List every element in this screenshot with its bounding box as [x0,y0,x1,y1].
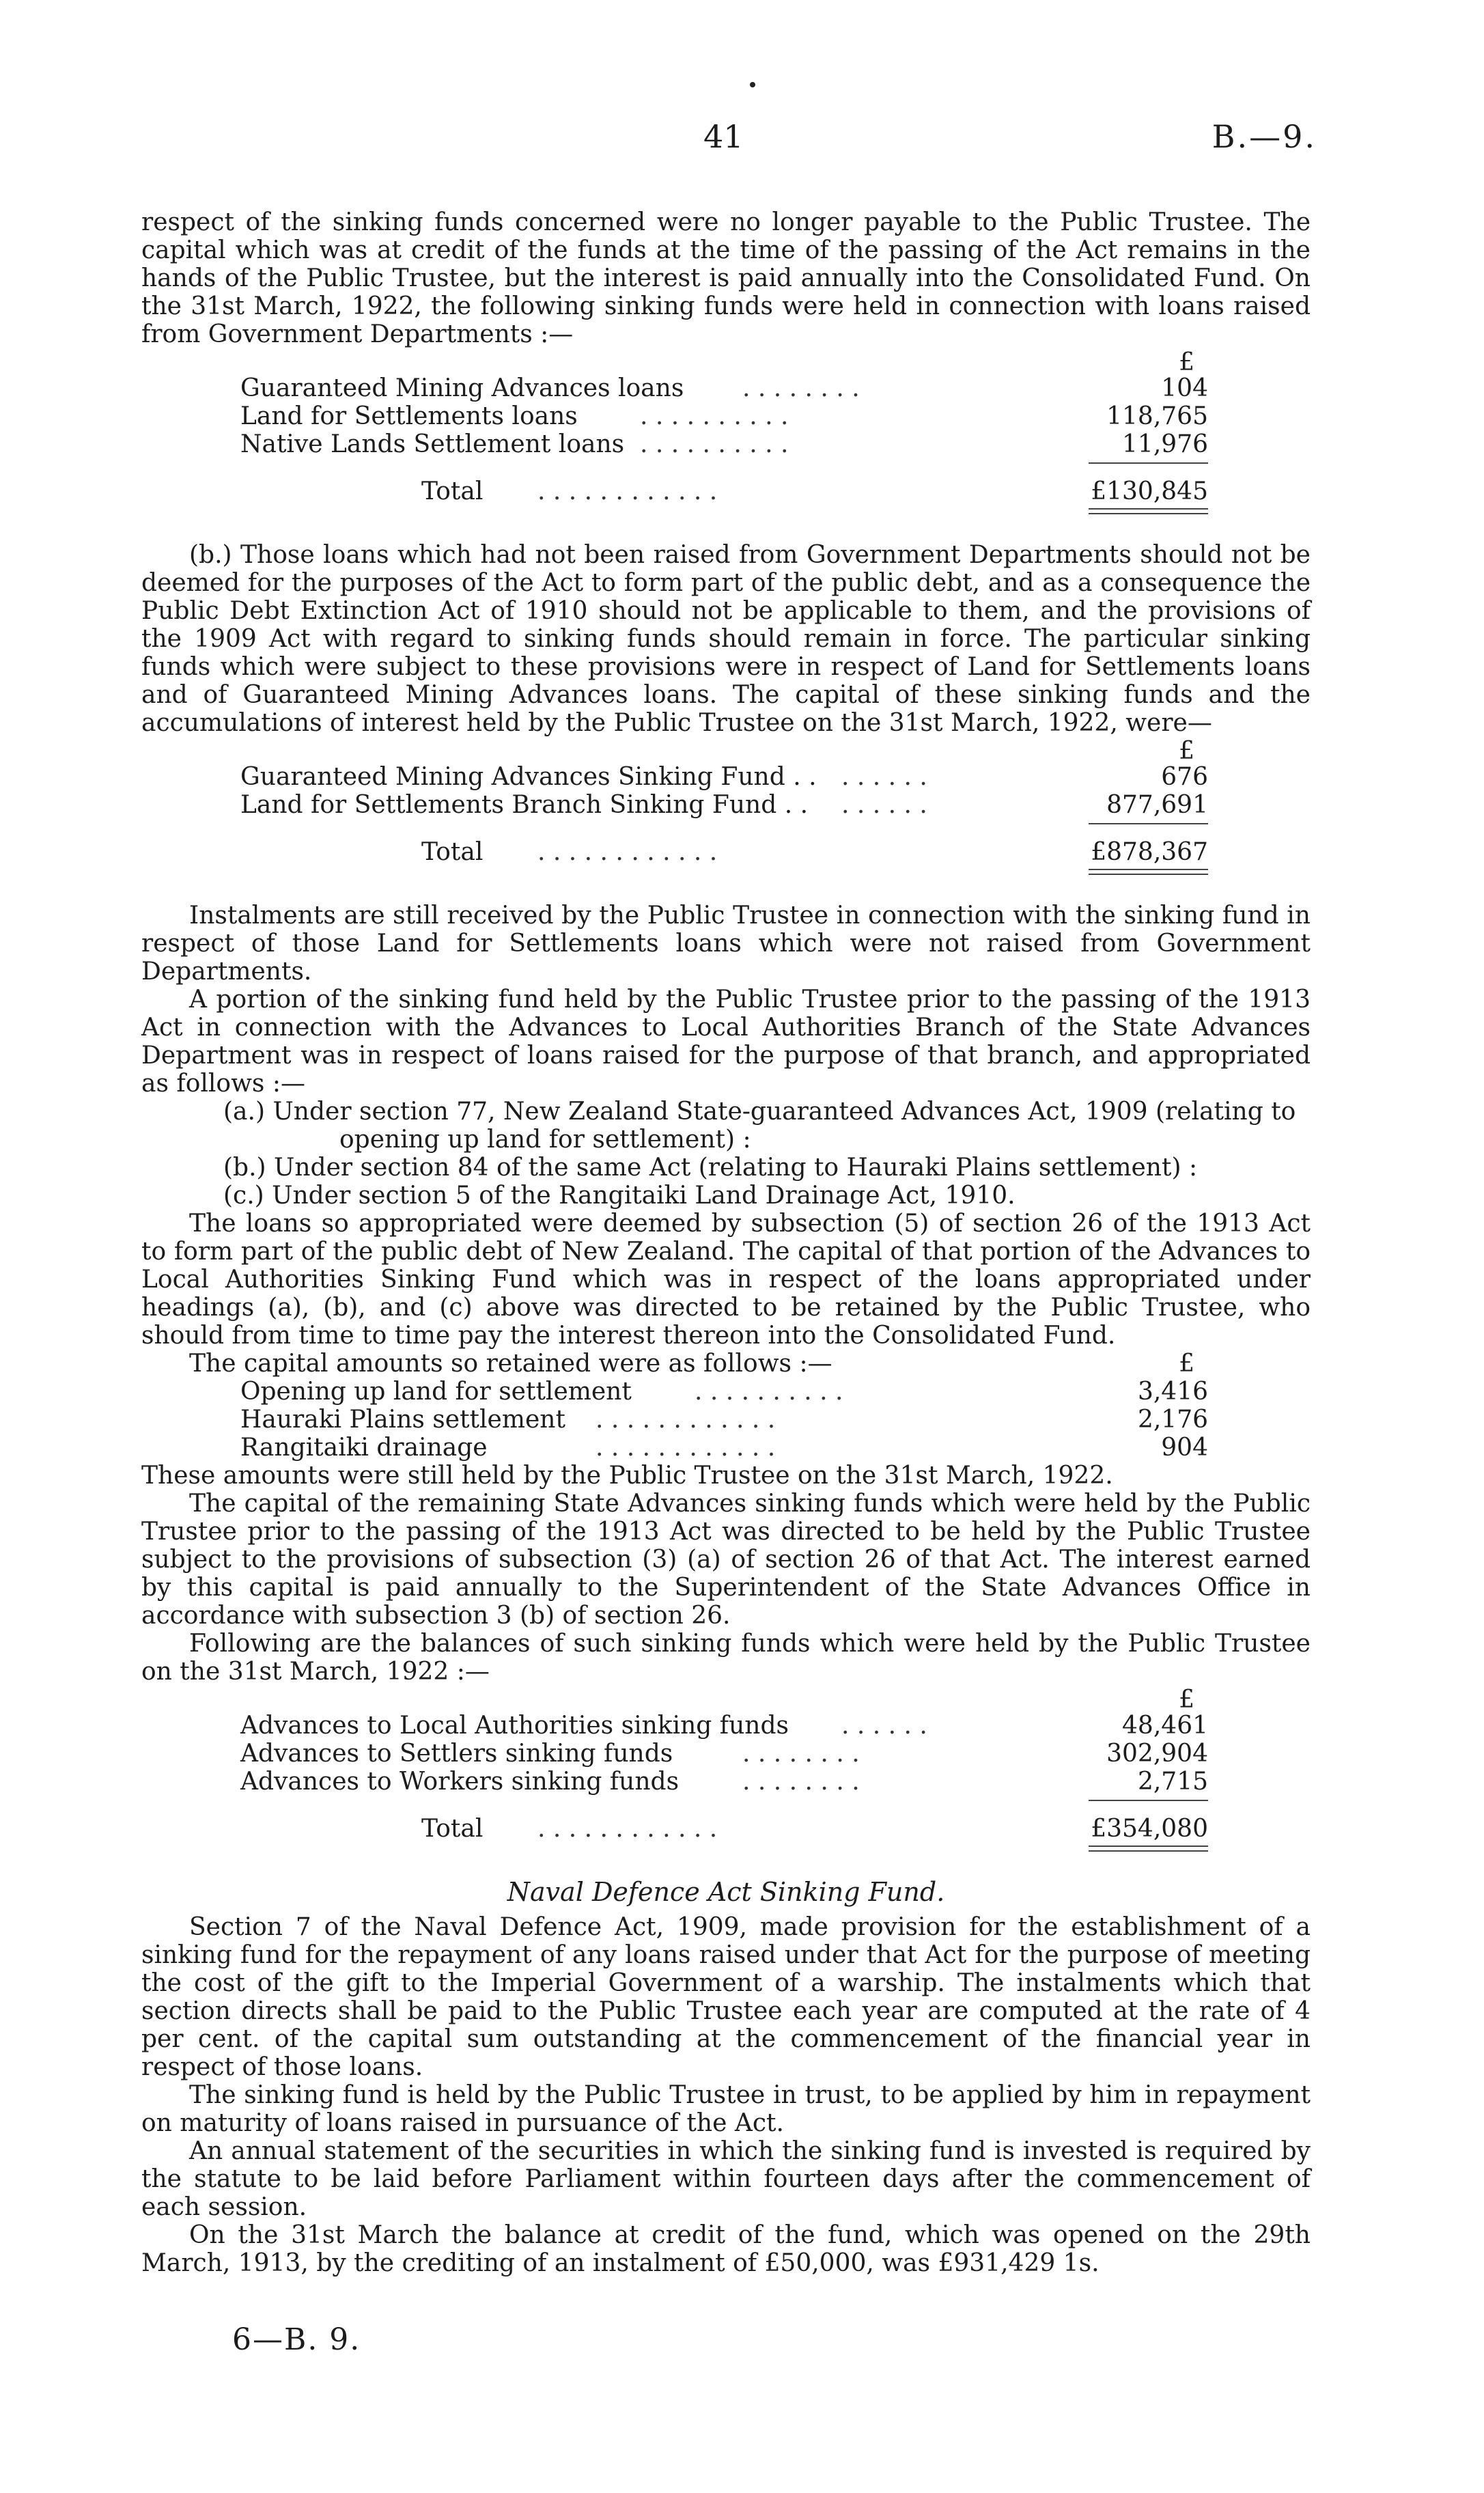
row-amount: 118,765 [1106,402,1208,430]
total-amount: £878,367 [1091,838,1208,866]
currency-header: £ [1179,737,1194,765]
leader-dots: . . . . . . . . . . [640,402,789,430]
leader-dots: . . . . . . . . . . . . [537,477,718,505]
leader-dots: . . . . . . . . [742,1740,860,1768]
row-amount: 11,976 [1122,430,1208,458]
table-row [141,763,1311,791]
appropriation-list [141,1098,1311,1210]
table-row [141,1768,1311,1796]
row-amount: 3,416 [1137,1378,1208,1406]
leader-dots: . . . . . . . . . . [640,430,789,458]
row-label: Hauraki Plains settlement [240,1406,565,1434]
subtotal-rule [1089,462,1208,464]
total-row [141,1815,1311,1843]
row-amount: 48,461 [1122,1712,1208,1740]
leader-dots: . . . . . . . . [742,374,860,402]
paragraph-10: Section 7 of the Naval Defence Act, 1909, made provision for the establishment of a sinking fund for the repayment of any loans raised under that Act for the purpose of meeting the cost of the gift to the Imperial Government of a warship. The instalments which that section directs shall be paid to the Public Trustee each year are computed at the rate of 4 per cent. of the capital sum outstanding at the commencement of the financial year in respect of those loans. [141,1913,1311,2081]
paragraph-4: A portion of the sinking fund held by the Public Trustee prior to the passing of the 1913 Act in connection with the Advances to Local Authorities Branch of the State Advances Department was in respect of loans raised for the purpose of that branch, and appropriated as follows :— [141,986,1311,1098]
table-row [141,1740,1311,1768]
table-row [141,791,1311,819]
paragraph-12: An annual statement of the securities in which the sinking fund is invested is required by the statute to be laid before Parliament within fourteen days after the commencement of each session. [141,2137,1311,2221]
table-row [141,1378,1311,1406]
table-state-advances [141,1686,1311,1858]
leader-dots: . . . . . . [841,791,927,819]
paragraph-6: The capital amounts so retained were as follows :— [189,1350,832,1378]
row-label: Opening up land for settlement [240,1378,632,1406]
leader-dots: . . . . . . . . . . . . [596,1434,776,1462]
currency-header: £ [1179,348,1194,376]
paragraph-9: Following are the balances of such sinking funds which were held by the Public Trustee on the 31st March, 1922 :— [141,1630,1311,1686]
table-row [141,1406,1311,1434]
list-item: (c.) Under section 5 of the Rangitaiki Land Drainage Act, 1910. [223,1182,1016,1210]
paragraph-3: Instalments are still received by the Public Trustee in connection with the sinking fund in respect of those Land for Settlements loans which were not raised from Government Departments. [141,902,1311,986]
leader-dots: . . . . . . . . . . . . [537,1815,718,1843]
row-label: Guaranteed Mining Advances Sinking Fund . . [240,763,817,791]
document-reference: B.—9. [1212,118,1317,155]
row-label: Advances to Workers sinking funds [240,1768,680,1796]
total-amount: £354,080 [1091,1815,1208,1843]
row-amount: 904 [1161,1434,1208,1462]
row-label: Advances to Settlers sinking funds [240,1740,673,1768]
total-row [141,838,1311,866]
paragraph-8: The capital of the remaining State Advances sinking funds which were held by the Public Trustee prior to the passing of the 1913 Act was directed to be held by the Public Trustee subject to the provisions of subsection (3) (a) of section 26 of that Act. The interest earned by this capital is paid annually to the Superintendent of the State Advances Office in accordance with subsection 3 (b) of section 26. [141,1490,1311,1630]
currency-header: £ [1179,1350,1194,1378]
total-label: Total [421,1815,484,1843]
leader-dots: . . . . . . . . . . . . [596,1406,776,1434]
total-amount: £130,845 [1091,477,1208,505]
print-mark [750,82,755,87]
table-row [141,402,1311,430]
paragraph-11: The sinking fund is held by the Public Trustee in trust, to be applied by him in repayment on maturity of loans raised in pursuance of the Act. [141,2081,1311,2137]
list-item: (a.) Under section 77, New Zealand State-guaranteed Advances Act, 1909 (relating to [223,1098,1296,1126]
leader-dots: . . . . . . . . . . . . [537,838,718,866]
page-header [0,118,1484,164]
paragraph-5: The loans so appropriated were deemed by subsection (5) of section 26 of the 1913 Act to form part of the public debt of New Zealand. The capital of that portion of the Advances to Local Authorities Sinking Fund which was in respect of the loans appropriated under headings (a), (b), and (c) above was directed to be retained by the Public Trustee, who should from time to time pay the interest thereon into the Consolidated Fund. [141,1210,1311,1350]
row-amount: 302,904 [1106,1740,1208,1768]
row-amount: 2,715 [1137,1768,1208,1796]
row-amount: 877,691 [1106,791,1208,819]
leader-dots: . . . . . . [841,1712,927,1740]
table-row [141,374,1311,402]
row-label: Guaranteed Mining Advances loans [240,374,684,402]
row-amount: 104 [1161,374,1208,402]
leader-dots: . . . . . . [841,763,927,791]
row-label: Rangitaiki drainage [240,1434,488,1462]
table-retained-capital [141,1350,1311,1462]
leader-dots: . . . . . . . . . . [695,1378,843,1406]
table-government-loans [141,348,1311,520]
paragraph-1: respect of the sinking funds concerned were no longer payable to the Public Trustee. The capital which was at credit of the funds at the time of the passing of the Act remains in the hands of the Public Trustee, but the interest is paid annually into the Consolidated Fund. On the 31st March, 1922, the following sinking funds were held in connection with loans raised from Government Departments :— [141,208,1311,348]
row-amount: 2,176 [1137,1406,1208,1434]
row-label: Advances to Local Authorities sinking funds [240,1712,789,1740]
total-label: Total [421,477,484,505]
list-item: (b.) Under section 84 of the same Act (relating to Hauraki Plains settlement) : [223,1154,1198,1182]
list-item-continuation: opening up land for settlement) : [339,1126,751,1154]
page-body [141,208,1311,2277]
page-footer: 6—B. 9. [232,2322,361,2357]
paragraph-7: These amounts were still held by the Public Trustee on the 31st March, 1922. [141,1462,1113,1490]
table-row [141,1712,1311,1740]
currency-header: £ [1179,1686,1194,1714]
page-number: 41 [703,118,744,155]
row-amount: 676 [1161,763,1208,791]
row-label: Land for Settlements loans [240,402,578,430]
section-heading: Naval Defence Act Sinking Fund. [507,1877,945,1907]
paragraph-2: (b.) Those loans which had not been raised from Government Departments should not be deemed for the purposes of the Act to form part of the public debt, and as a consequence the Public Debt Extinction Act of 1910 should not be applicable to them, and the provisions of the 1909 Act with regard to sinking funds should remain in force. The particular sinking funds which were subject to these provisions were in respect of Land for Settlements loans and of Guaranteed Mining Advances loans. The capital of these sinking funds and the accumulations of interest held by the Public Trustee on the 31st March, 1922, were— [141,541,1311,737]
table-sinking-funds [141,737,1311,881]
total-label: Total [421,838,484,866]
table-row [141,1434,1311,1462]
leader-dots: . . . . . . . . [742,1768,860,1796]
total-row [141,477,1311,505]
row-label: Land for Settlements Branch Sinking Fund . . [240,791,809,819]
table-heading-row [141,1350,1311,1378]
row-label: Native Lands Settlement loans [240,430,625,458]
table-row [141,430,1311,458]
paragraph-13: On the 31st March the balance at credit of the fund, which was opened on the 29th March, 1913, by the crediting of an instalment of £50,000, was £931,429 1s. [141,2221,1311,2277]
